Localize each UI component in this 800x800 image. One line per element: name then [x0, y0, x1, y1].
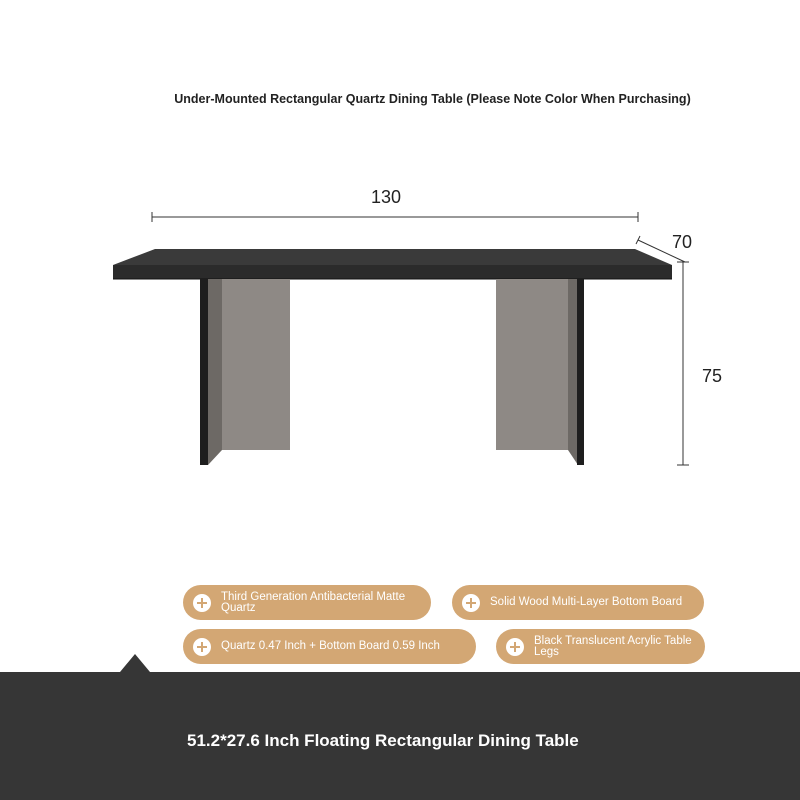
depth-dimension-label: 70 [672, 232, 693, 252]
product-title: Under-Mounted Rectangular Quartz Dining Table (Please Note Color When Purchasing) [174, 92, 691, 106]
feature-label: Black Translucent Acrylic Table Legs [534, 634, 692, 658]
feature-label: Third Generation Antibacterial Matte Quartz [221, 590, 406, 614]
width-dimension-label: 130 [370, 187, 402, 207]
plus-circle-icon [462, 594, 480, 612]
width-dimension-line [152, 212, 638, 222]
height-dimension-label: 75 [702, 366, 723, 386]
feature-label: Quartz 0.47 Inch + Bottom Board 0.59 Inch [221, 640, 440, 652]
feature-pill-thickness [183, 629, 476, 664]
right-leg [496, 279, 584, 465]
feature-pill-bottom-board [452, 585, 704, 620]
plus-circle-icon [193, 638, 211, 656]
tabletop [113, 249, 672, 279]
left-leg [200, 279, 290, 465]
plus-circle-icon [506, 638, 524, 656]
footer-caption: 51.2*27.6 Inch Floating Rectangular Dining Table [187, 731, 579, 750]
feature-label: Solid Wood Multi-Layer Bottom Board [490, 596, 683, 608]
feature-pill-legs [496, 629, 705, 664]
footer-notch [120, 654, 150, 672]
height-dimension-line [677, 262, 689, 465]
plus-circle-icon [193, 594, 211, 612]
feature-pill-quartz [183, 585, 431, 620]
